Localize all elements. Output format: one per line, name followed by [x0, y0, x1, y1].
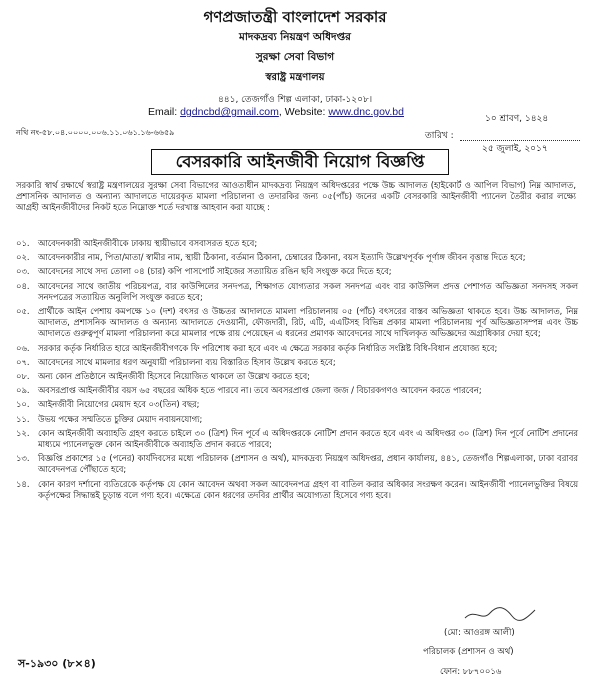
condition-item — [16, 343, 578, 354]
condition-number: ১৪. — [16, 478, 30, 489]
condition-number: ১২. — [16, 427, 30, 438]
condition-text: অবসরপ্রাপ্ত আইনজীবীর বয়স ৬৫ বছরের অধিক হতে পারবে না। তবে অবসরপ্রাপ্ত জেলা জজ / বিচারকগণও আবেদন করতে পারবেন; — [38, 385, 482, 396]
condition-item — [16, 238, 578, 249]
department-name: মাদকদ্রব্য নিয়ন্ত্রণ অধিদপ্তর — [239, 31, 351, 43]
condition-number: ১৩. — [16, 453, 30, 464]
website-label: , Website: — [278, 106, 329, 118]
condition-number: ০৯. — [16, 385, 30, 396]
contact-line — [148, 106, 404, 118]
condition-text: আইনজীবী নিয়োগের মেয়াদ হবে ০৩(তিন) বছর; — [38, 399, 200, 410]
condition-text: বিজ্ঞপ্তি প্রকাশের ১৫ (পনের) কার্যদিবসের মধ্যে পরিচালক (প্রশাসন ও অর্থ), মাদকদ্রব্য নিয়ন্ত্রণ অধিদপ্তর, প্রধান কার্যালয়, ৪৪১, তেজগাঁও শিল্পএলাকা, ঢাকা বরাবর আবেদনপত্র পৌঁছাতে হবে; — [38, 453, 578, 475]
condition-number: ১০. — [16, 399, 30, 410]
date-label: তারিখ : — [425, 131, 454, 141]
condition-item — [16, 453, 578, 475]
condition-item — [16, 428, 578, 450]
condition-item — [16, 385, 578, 396]
signatory-phone: ফোন: ৮৮৭০০১৬ — [440, 667, 502, 677]
division-name: সুরক্ষা সেবা বিভাগ — [255, 51, 335, 63]
condition-text: আবেদনকারীর নাম, পিতা/মাতা/ স্বামীর নাম, স্থায়ী ঠিকানা, বর্তমান ঠিকানা, চেম্বারের ঠিকানা, বয়স ইত্যাদি উল্লেখপূর্বক পূর্ণাঙ্গ জীবন বৃত্তান্ত দিতে হবে; — [38, 252, 526, 263]
condition-text: আবেদনের সাথে সদ্য তোলা ০৪ (চার) কপি পাসপোর্ট সাইজের সত্যায়িত রঙিন ছবি সংযুক্ত করে দিতে হবে; — [38, 266, 392, 277]
condition-text: সরকার কর্তৃক নির্ধারিত হারে আইনজীবীগণকে ফি পরিশোধ করা হবে এবং এ ক্ষেত্রে সরকার কর্তৃক নির্ধারিত সংশ্লিষ্ট বিধি-বিধান প্রযোজ্য হবে; — [38, 342, 498, 353]
signatory-name: (মো: আওরঙ্গ আলী) — [444, 628, 515, 638]
condition-item — [16, 281, 578, 303]
condition-text: আবেদনের সাথে মামলার ধরণ অনুযায়ী পরিচালনা ব্যয় বিস্তারিত হিসাব উল্লেখ করতে হবে; — [38, 356, 336, 367]
signature-mark — [460, 604, 540, 624]
condition-number: ০৩. — [16, 266, 30, 277]
date-bengali: ১০ শ্রাবণ, ১৪২৪ — [485, 114, 549, 124]
condition-text: উভয় পক্ষের সম্মতিতে চুক্তির মেয়াদ নবায়নযোগ্য; — [38, 413, 203, 424]
condition-item — [16, 357, 578, 368]
condition-text: কোন কারণ দর্শানো ব্যতিরেকে কর্তৃপক্ষ যে কোন আবেদন অথবা সকল আবেদনপত্র গ্রহণ বা বাতিল করার অধিকার সংরক্ষণ করেন। আইনজীবী প্যানেলভুক্তির বিষয়ে কর্তৃপক্ষের সিদ্ধান্তই চূড়ান্ত বলে গণ্য হবে। এক্ষেত্রে কোন ধরণের তদবির প্রার্থীর অযোগ্যতা হিসেবে গণ্য হবে। — [38, 478, 578, 500]
ministry-name: স্বরাষ্ট্র মন্ত্রণালয় — [265, 72, 325, 83]
email-link[interactable]: dgdncbd@gmail.com — [180, 106, 279, 118]
condition-item — [16, 371, 578, 382]
condition-number: ০৮. — [16, 371, 30, 382]
intro-paragraph: সরকারি স্বার্থ রক্ষার্থে স্বরাষ্ট্র মন্ত্রণালয়ের সুরক্ষা সেবা বিভাগের আওতাধীন মাদকদ্রব্য নিয়ন্ত্রণ অধিদপ্তরের পক্ষে উচ্চ আদালত (হাইকোর্ট ও আপিল বিভাগ) নিম্ন আদালত, প্রশাসনিক আদালত ও অন্যান্য আদালতে দায়েরকৃত মামলা পরিচালনা ও তদারকির জন্য ০৫(পাঁচ) জনের একটি বেসরকারি আইনজীবী প্যানেল তৈরীর করার লক্ষ্যে আগ্রহী আইনজীবীদের নিকট হতে নিম্নোক্ত শর্তে দরখাস্ত আহবান করা যাচ্ছে : — [16, 180, 576, 213]
condition-item — [16, 414, 578, 425]
website-link[interactable]: www.dnc.gov.bd — [328, 106, 404, 118]
office-address: ৪৪১, তেজগাঁও শিল্প এলাকা, ঢাকা-১২০৮। — [217, 95, 373, 105]
condition-text: আবেদনকারী আইনজীবীকে ঢাকায় স্থায়ীভাবে বসবাসরত হতে হবে; — [38, 238, 258, 248]
condition-item — [16, 266, 578, 277]
ad-code: স-১৯৩০ (৮×৪) — [18, 657, 96, 670]
memo-number: নথি নং-৫৮.০৪.০০০০.০০৬.১১.০৬১.১৬-৬৬৫৯ — [16, 128, 175, 137]
condition-text: কোন আইনজীবী অব্যাহতি গ্রহণ করতে চাইলে ৩০ (ত্রিশ) দিন পূর্বে এ অধিদপ্তরকে নোটিশ প্রদান করতে হবে এবং এ অধিদপ্তর ৩০ (ত্রিশ) দিন পূর্বে নোটিশ প্রদানের মাধ্যমে প্যানেলভুক্ত কোন আইনজীবীকে অব্যাহতি প্রদান করতে পারবে; — [38, 427, 578, 450]
condition-text: অন্য কোন প্রতিষ্ঠানে আইনজীবী হিসেবে নিয়োজিত থাকলে তা উল্লেখ করতে হবে; — [38, 371, 310, 382]
condition-number: ১১. — [16, 413, 30, 424]
signatory-designation: পরিচালক (প্রশাসন ও অর্থ) — [423, 647, 514, 657]
condition-number: ০৬. — [16, 342, 30, 353]
conditions-list — [16, 238, 578, 504]
condition-item — [16, 306, 578, 340]
condition-item — [16, 252, 578, 263]
condition-text: আবেদনের সাথে জাতীয় পরিচয়পত্র, বার কাউন্সিলের সনদপত্র, শিক্ষাগত যোগ্যতার সকল সনদপত্র এবং বার কাউন্সিল প্রদত্ত পেশাগত অভিজ্ঞতা সনদসহ সকল সনদপত্রের সত্যায়িত অনুলিপি সংযুক্ত করতে হবে; — [38, 280, 578, 302]
condition-item — [16, 399, 578, 410]
condition-text: প্রার্থীকে আইন পেশায় কমপক্ষে ১০ (দশ) বৎসর ও উচ্চতর আদালতে মামলা পরিচালনায় ০৫ (পাঁচ) বৎসরের বাস্তব অভিজ্ঞতা থাকতে হবে। উচ্চ আদালত, নিম্ন আদালত, প্রশাসনিক আদালত ও অন্যান্য আদালতে দেওয়ানী, ফৌজদারী, রিট, এটি, এএটিসহ বিভিন্ন প্রকার মামলা পরিচালনায় পূর্ব অভিজ্ঞতাসম্পন্ন এবং উচ্চ আদালতে গুরুত্বপূর্ণ মামলা পরিচালনা করে মামলার পক্ষে রায় পেয়েছেন এ ধরনের প্রমাণক আবেদনের সাথে দাখিলকৃত অভিজ্ঞদের অগ্রাধিকার দেয়া হবে; — [38, 306, 578, 339]
condition-number: ০৫. — [16, 306, 30, 317]
email-label: Email: — [148, 106, 181, 118]
govt-name: গণপ্রজাতন্ত্রী বাংলাদেশ সরকার — [203, 8, 387, 26]
condition-number: ০১. — [16, 238, 30, 248]
condition-number: ০৪. — [16, 280, 30, 291]
condition-number: ০২. — [16, 252, 30, 263]
condition-number: ০৭. — [16, 356, 30, 367]
condition-item — [16, 479, 578, 501]
date-english: ২৫ জুলাই, ২০১৭ — [482, 144, 548, 154]
notice-title: বেসরকারি আইনজীবী নিয়োগ বিজ্ঞপ্তি — [151, 149, 449, 175]
